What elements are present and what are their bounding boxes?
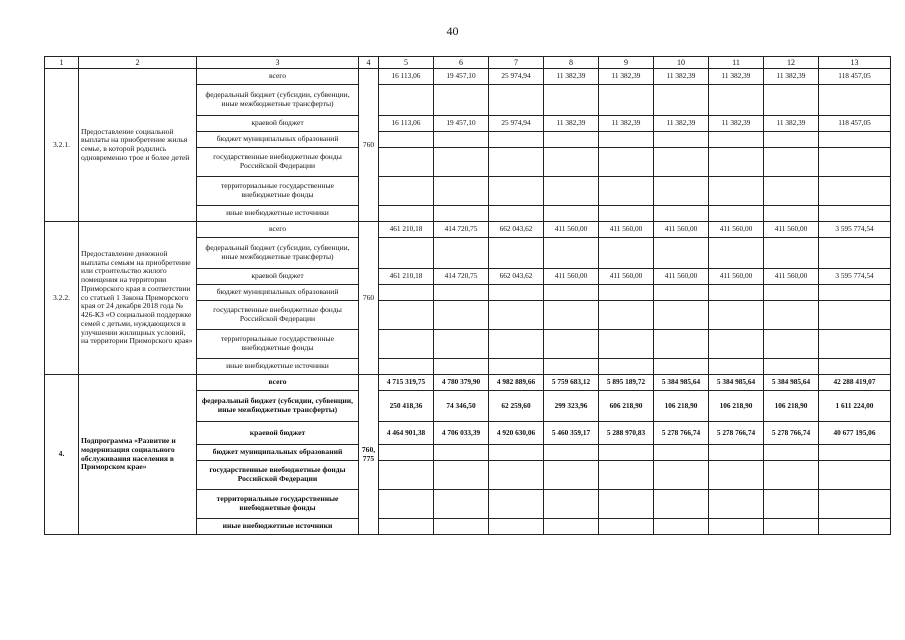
amount-cell: 5 384 985,64: [709, 375, 764, 391]
amount-cell: [764, 85, 819, 116]
amount-cell: [819, 301, 891, 330]
funding-source: краевой бюджет: [197, 116, 359, 132]
funding-source: бюджет муниципальных образований: [197, 132, 359, 148]
amount-cell: [489, 238, 544, 269]
amount-cell: [819, 519, 891, 535]
amount-cell: 40 677 195,06: [819, 422, 891, 445]
amount-cell: [434, 445, 489, 461]
amount-cell: 74 346,50: [434, 391, 489, 422]
table-row: [45, 69, 891, 85]
amount-cell: [379, 359, 434, 375]
item-number: 3.2.1.: [45, 69, 79, 222]
amount-cell: [434, 148, 489, 177]
amount-cell: 411 560,00: [599, 269, 654, 285]
amount-cell: [709, 177, 764, 206]
amount-cell: 5 384 985,64: [764, 375, 819, 391]
budget-code: 760, 775: [359, 375, 379, 535]
amount-cell: [819, 445, 891, 461]
amount-cell: [489, 85, 544, 116]
amount-cell: [709, 519, 764, 535]
amount-cell: [434, 285, 489, 301]
funding-source: иные внебюджетные источники: [197, 519, 359, 535]
amount-cell: [654, 238, 709, 269]
amount-cell: [819, 85, 891, 116]
funding-source: краевой бюджет: [197, 269, 359, 285]
amount-cell: 16 113,06: [379, 116, 434, 132]
item-description: Подпрограмма «Развитие и модернизация социального обслуживания населения в Приморском крае»: [79, 375, 197, 535]
amount-cell: [709, 206, 764, 222]
budget-code: 760: [359, 69, 379, 222]
amount-cell: 5 759 683,12: [544, 375, 599, 391]
amount-cell: [819, 177, 891, 206]
amount-cell: [489, 490, 544, 519]
amount-cell: 414 720,75: [434, 269, 489, 285]
funding-source: государственные внебюджетные фонды Российской Федерации: [197, 461, 359, 490]
amount-cell: 4 780 379,90: [434, 375, 489, 391]
amount-cell: 62 259,60: [489, 391, 544, 422]
amount-cell: 11 382,39: [709, 69, 764, 85]
header-cell: 2: [79, 57, 197, 69]
amount-cell: 411 560,00: [764, 269, 819, 285]
amount-cell: [599, 359, 654, 375]
funding-source: бюджет муниципальных образований: [197, 285, 359, 301]
amount-cell: [709, 461, 764, 490]
amount-cell: [654, 206, 709, 222]
funding-source: территориальные государственные внебюджетные фонды: [197, 177, 359, 206]
amount-cell: [709, 490, 764, 519]
funding-source: территориальные государственные внебюджетные фонды: [197, 330, 359, 359]
amount-cell: 19 457,10: [434, 69, 489, 85]
header-cell: 10: [654, 57, 709, 69]
amount-cell: 299 323,96: [544, 391, 599, 422]
funding-source: федеральный бюджет (субсидии, субвенции, иные межбюджетные трансферты): [197, 391, 359, 422]
amount-cell: [599, 85, 654, 116]
amount-cell: [434, 359, 489, 375]
amount-cell: 461 210,18: [379, 269, 434, 285]
amount-cell: 5 278 766,74: [764, 422, 819, 445]
amount-cell: 19 457,10: [434, 116, 489, 132]
header-cell: 11: [709, 57, 764, 69]
amount-cell: [654, 519, 709, 535]
amount-cell: [544, 461, 599, 490]
budget-table: [44, 56, 891, 535]
amount-cell: 411 560,00: [654, 222, 709, 238]
amount-cell: [434, 461, 489, 490]
amount-cell: [544, 85, 599, 116]
amount-cell: [764, 445, 819, 461]
amount-cell: [544, 285, 599, 301]
amount-cell: [599, 301, 654, 330]
amount-cell: [819, 490, 891, 519]
amount-cell: 4 706 033,39: [434, 422, 489, 445]
amount-cell: 5 278 766,74: [709, 422, 764, 445]
header-cell: 13: [819, 57, 891, 69]
amount-cell: 3 595 774,54: [819, 222, 891, 238]
header-row: [45, 57, 891, 69]
funding-source: государственные внебюджетные фонды Российской Федерации: [197, 301, 359, 330]
amount-cell: 11 382,39: [764, 69, 819, 85]
amount-cell: [544, 445, 599, 461]
amount-cell: 11 382,39: [654, 69, 709, 85]
amount-cell: 411 560,00: [544, 269, 599, 285]
amount-cell: [434, 206, 489, 222]
header-cell: 6: [434, 57, 489, 69]
amount-cell: 411 560,00: [764, 222, 819, 238]
amount-cell: [379, 301, 434, 330]
amount-cell: [819, 285, 891, 301]
amount-cell: 11 382,39: [709, 116, 764, 132]
amount-cell: [599, 330, 654, 359]
amount-cell: 118 457,05: [819, 116, 891, 132]
amount-cell: [599, 285, 654, 301]
header-cell: 3: [197, 57, 359, 69]
amount-cell: 250 418,36: [379, 391, 434, 422]
amount-cell: 414 720,75: [434, 222, 489, 238]
amount-cell: 11 382,39: [599, 69, 654, 85]
amount-cell: 1 611 224,00: [819, 391, 891, 422]
header-cell: 7: [489, 57, 544, 69]
funding-source: иные внебюджетные источники: [197, 206, 359, 222]
amount-cell: [709, 285, 764, 301]
amount-cell: [654, 148, 709, 177]
amount-cell: [764, 148, 819, 177]
amount-cell: 11 382,39: [764, 116, 819, 132]
amount-cell: 662 043,62: [489, 269, 544, 285]
amount-cell: [379, 519, 434, 535]
amount-cell: [379, 206, 434, 222]
amount-cell: 42 288 419,07: [819, 375, 891, 391]
funding-source: территориальные государственные внебюджетные фонды: [197, 490, 359, 519]
amount-cell: 4 920 630,06: [489, 422, 544, 445]
amount-cell: [599, 461, 654, 490]
amount-cell: 606 218,90: [599, 391, 654, 422]
amount-cell: [379, 285, 434, 301]
header-cell: 9: [599, 57, 654, 69]
header-cell: 5: [379, 57, 434, 69]
amount-cell: 411 560,00: [709, 269, 764, 285]
header-cell: 8: [544, 57, 599, 69]
amount-cell: [434, 238, 489, 269]
amount-cell: [654, 285, 709, 301]
amount-cell: 4 715 319,75: [379, 375, 434, 391]
amount-cell: [654, 330, 709, 359]
amount-cell: [379, 330, 434, 359]
amount-cell: [654, 359, 709, 375]
amount-cell: 411 560,00: [544, 222, 599, 238]
amount-cell: [489, 330, 544, 359]
amount-cell: 5 895 189,72: [599, 375, 654, 391]
amount-cell: [709, 445, 764, 461]
amount-cell: [489, 206, 544, 222]
amount-cell: 411 560,00: [599, 222, 654, 238]
amount-cell: [764, 330, 819, 359]
amount-cell: [379, 461, 434, 490]
amount-cell: [599, 132, 654, 148]
amount-cell: [379, 238, 434, 269]
amount-cell: 5 384 985,64: [654, 375, 709, 391]
amount-cell: 106 218,90: [764, 391, 819, 422]
amount-cell: [544, 132, 599, 148]
amount-cell: [764, 177, 819, 206]
amount-cell: 411 560,00: [654, 269, 709, 285]
amount-cell: [489, 445, 544, 461]
amount-cell: [489, 177, 544, 206]
amount-cell: [599, 490, 654, 519]
table-row: [45, 375, 891, 391]
amount-cell: [654, 301, 709, 330]
funding-source: государственные внебюджетные фонды Российской Федерации: [197, 148, 359, 177]
header-cell: 1: [45, 57, 79, 69]
amount-cell: [434, 177, 489, 206]
amount-cell: 461 210,18: [379, 222, 434, 238]
amount-cell: [819, 206, 891, 222]
amount-cell: 118 457,05: [819, 69, 891, 85]
amount-cell: [764, 490, 819, 519]
amount-cell: 16 113,06: [379, 69, 434, 85]
amount-cell: 25 974,94: [489, 116, 544, 132]
amount-cell: [819, 330, 891, 359]
amount-cell: [764, 206, 819, 222]
amount-cell: 3 595 774,54: [819, 269, 891, 285]
amount-cell: [544, 206, 599, 222]
funding-source: федеральный бюджет (субсидии, субвенции, иные межбюджетные трансферты): [197, 85, 359, 116]
amount-cell: [489, 519, 544, 535]
amount-cell: 4 464 901,38: [379, 422, 434, 445]
amount-cell: 11 382,39: [654, 116, 709, 132]
amount-cell: 106 218,90: [709, 391, 764, 422]
table-body: [45, 57, 891, 535]
amount-cell: [709, 132, 764, 148]
amount-cell: [819, 359, 891, 375]
page-number: 40: [446, 24, 459, 38]
amount-cell: [654, 445, 709, 461]
amount-cell: 5 460 359,17: [544, 422, 599, 445]
amount-cell: [654, 490, 709, 519]
item-description: Предоставление денежной выплаты семьям на приобретение или строительство жилого помещения на территории Приморского края в соответствии со статьей 1 Закона Приморского края от 24 декабря 2018 года № 426-КЗ «О социальной поддержке семей с детьми, нуждающихся в улучшении жилищных условий, на территории Приморского края»: [79, 222, 197, 375]
item-number: 3.2.2.: [45, 222, 79, 375]
amount-cell: [819, 148, 891, 177]
amount-cell: 11 382,39: [599, 116, 654, 132]
funding-source: иные внебюджетные источники: [197, 359, 359, 375]
amount-cell: [379, 85, 434, 116]
amount-cell: [544, 238, 599, 269]
amount-cell: 4 982 889,66: [489, 375, 544, 391]
amount-cell: [489, 148, 544, 177]
amount-cell: 11 382,39: [544, 69, 599, 85]
amount-cell: [764, 519, 819, 535]
amount-cell: [599, 177, 654, 206]
amount-cell: 11 382,39: [544, 116, 599, 132]
amount-cell: [379, 490, 434, 519]
amount-cell: [709, 359, 764, 375]
amount-cell: [544, 359, 599, 375]
budget-code: 760: [359, 222, 379, 375]
amount-cell: [544, 330, 599, 359]
amount-cell: [544, 301, 599, 330]
amount-cell: [489, 359, 544, 375]
amount-cell: [434, 519, 489, 535]
amount-cell: [489, 132, 544, 148]
amount-cell: [379, 177, 434, 206]
amount-cell: [434, 85, 489, 116]
item-description: Предоставление социальной выплаты на приобретение жилья семье, в которой родились одновременно трое и более детей: [79, 69, 197, 222]
amount-cell: [544, 490, 599, 519]
amount-cell: [654, 132, 709, 148]
funding-source: федеральный бюджет (субсидии, субвенции, иные межбюджетные трансферты): [197, 238, 359, 269]
header-cell: 12: [764, 57, 819, 69]
amount-cell: 5 278 766,74: [654, 422, 709, 445]
amount-cell: [379, 445, 434, 461]
amount-cell: [764, 301, 819, 330]
item-number: 4.: [45, 375, 79, 535]
amount-cell: 25 974,94: [489, 69, 544, 85]
amount-cell: [764, 359, 819, 375]
table-row: [45, 222, 891, 238]
amount-cell: 662 043,62: [489, 222, 544, 238]
amount-cell: [654, 461, 709, 490]
funding-source: бюджет муниципальных образований: [197, 445, 359, 461]
amount-cell: [709, 330, 764, 359]
amount-cell: [709, 85, 764, 116]
amount-cell: [599, 148, 654, 177]
amount-cell: [654, 85, 709, 116]
amount-cell: [599, 519, 654, 535]
amount-cell: [764, 285, 819, 301]
amount-cell: [654, 177, 709, 206]
amount-cell: [819, 132, 891, 148]
amount-cell: [764, 461, 819, 490]
amount-cell: [764, 238, 819, 269]
amount-cell: [489, 285, 544, 301]
header-cell: 4: [359, 57, 379, 69]
funding-source: всего: [197, 375, 359, 391]
funding-source: краевой бюджет: [197, 422, 359, 445]
amount-cell: 5 288 970,83: [599, 422, 654, 445]
amount-cell: [599, 206, 654, 222]
amount-cell: [544, 177, 599, 206]
amount-cell: [434, 301, 489, 330]
amount-cell: [489, 301, 544, 330]
amount-cell: [709, 238, 764, 269]
amount-cell: [819, 238, 891, 269]
amount-cell: [599, 445, 654, 461]
amount-cell: 411 560,00: [709, 222, 764, 238]
funding-source: всего: [197, 222, 359, 238]
amount-cell: [544, 519, 599, 535]
amount-cell: [434, 490, 489, 519]
amount-cell: [434, 330, 489, 359]
amount-cell: [544, 148, 599, 177]
funding-source: всего: [197, 69, 359, 85]
amount-cell: [764, 132, 819, 148]
amount-cell: [709, 148, 764, 177]
amount-cell: [434, 132, 489, 148]
amount-cell: [709, 301, 764, 330]
amount-cell: [599, 238, 654, 269]
amount-cell: 106 218,90: [654, 391, 709, 422]
amount-cell: [489, 461, 544, 490]
amount-cell: [379, 148, 434, 177]
amount-cell: [819, 461, 891, 490]
amount-cell: [379, 132, 434, 148]
